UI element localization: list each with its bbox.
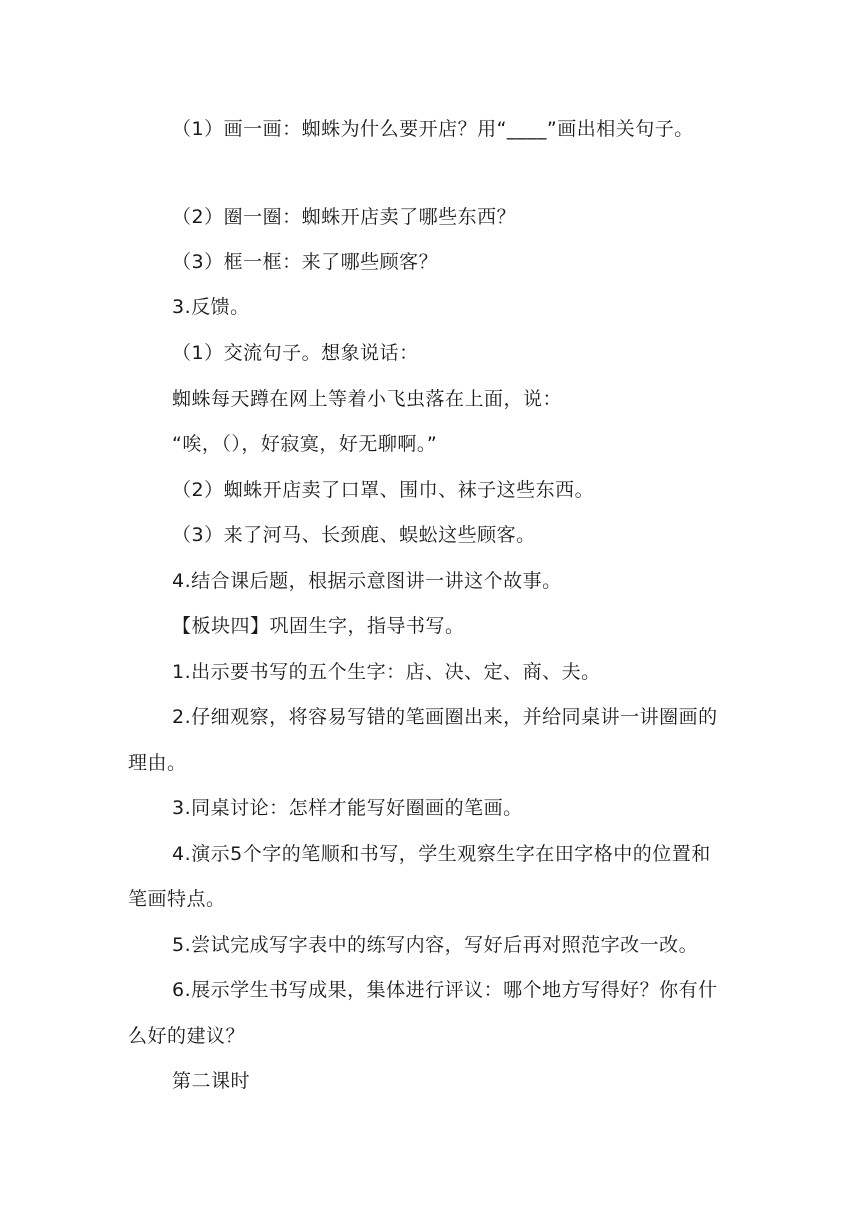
text-line-observe-strokes-cont: 理由。 — [128, 752, 187, 774]
text-line-circle-items: （2）圈一圈：蜘蛛开店卖了哪些东西？ — [172, 206, 517, 228]
text-line-spider-waits: 蜘蛛每天蹲在网上等着小飞虫落在上面，说： — [172, 388, 563, 410]
text-line-showcase: 6.展示学生书写成果，集体进行评议：哪个地方写得好？你有什 — [172, 979, 718, 1001]
text-line-box-customers: （3）框一框：来了哪些顾客？ — [172, 251, 439, 273]
text-line-feedback: 3.反馈。 — [172, 296, 250, 318]
section-heading-second-lesson: 第二课时 — [172, 1070, 251, 1092]
text-line-showcase-cont: 么好的建议？ — [128, 1025, 246, 1047]
text-line-demonstrate: 4.演示5个字的笔顺和书写，学生观察生字在田字格中的位置和 — [172, 843, 711, 865]
text-line-show-characters: 1.出示要书写的五个生字：店、决、定、商、夫。 — [172, 661, 601, 683]
text-line-draw-sentences: （1）画一画：蜘蛛为什么要开店？用“____”画出相关句子。 — [172, 118, 694, 140]
text-line-practice: 5.尝试完成写字表中的练写内容，写好后再对照范字改一改。 — [172, 934, 699, 956]
text-line-customers: （3）来了河马、长颈鹿、蜈蚣这些顾客。 — [172, 524, 536, 546]
section-heading-block-four: 【板块四】巩固生字，指导书写。 — [172, 615, 465, 637]
text-line-discuss: 3.同桌讨论：怎样才能写好圈画的笔画。 — [172, 797, 523, 819]
text-line-observe-strokes: 2.仔细观察，将容易写错的笔画圈出来，并给同桌讲一讲圈画的 — [172, 706, 718, 728]
text-line-share-sentences: （1）交流句子。想象说话： — [172, 342, 419, 364]
text-line-items-sold: （2）蜘蛛开店卖了口罩、围巾、袜子这些东西。 — [172, 479, 595, 501]
text-line-retell-story: 4.结合课后题，根据示意图讲一讲这个故事。 — [172, 570, 562, 592]
text-line-demonstrate-cont: 笔画特点。 — [128, 888, 226, 910]
text-line-spider-quote: “唉，（），好寂寞，好无聊啊。” — [172, 433, 438, 455]
